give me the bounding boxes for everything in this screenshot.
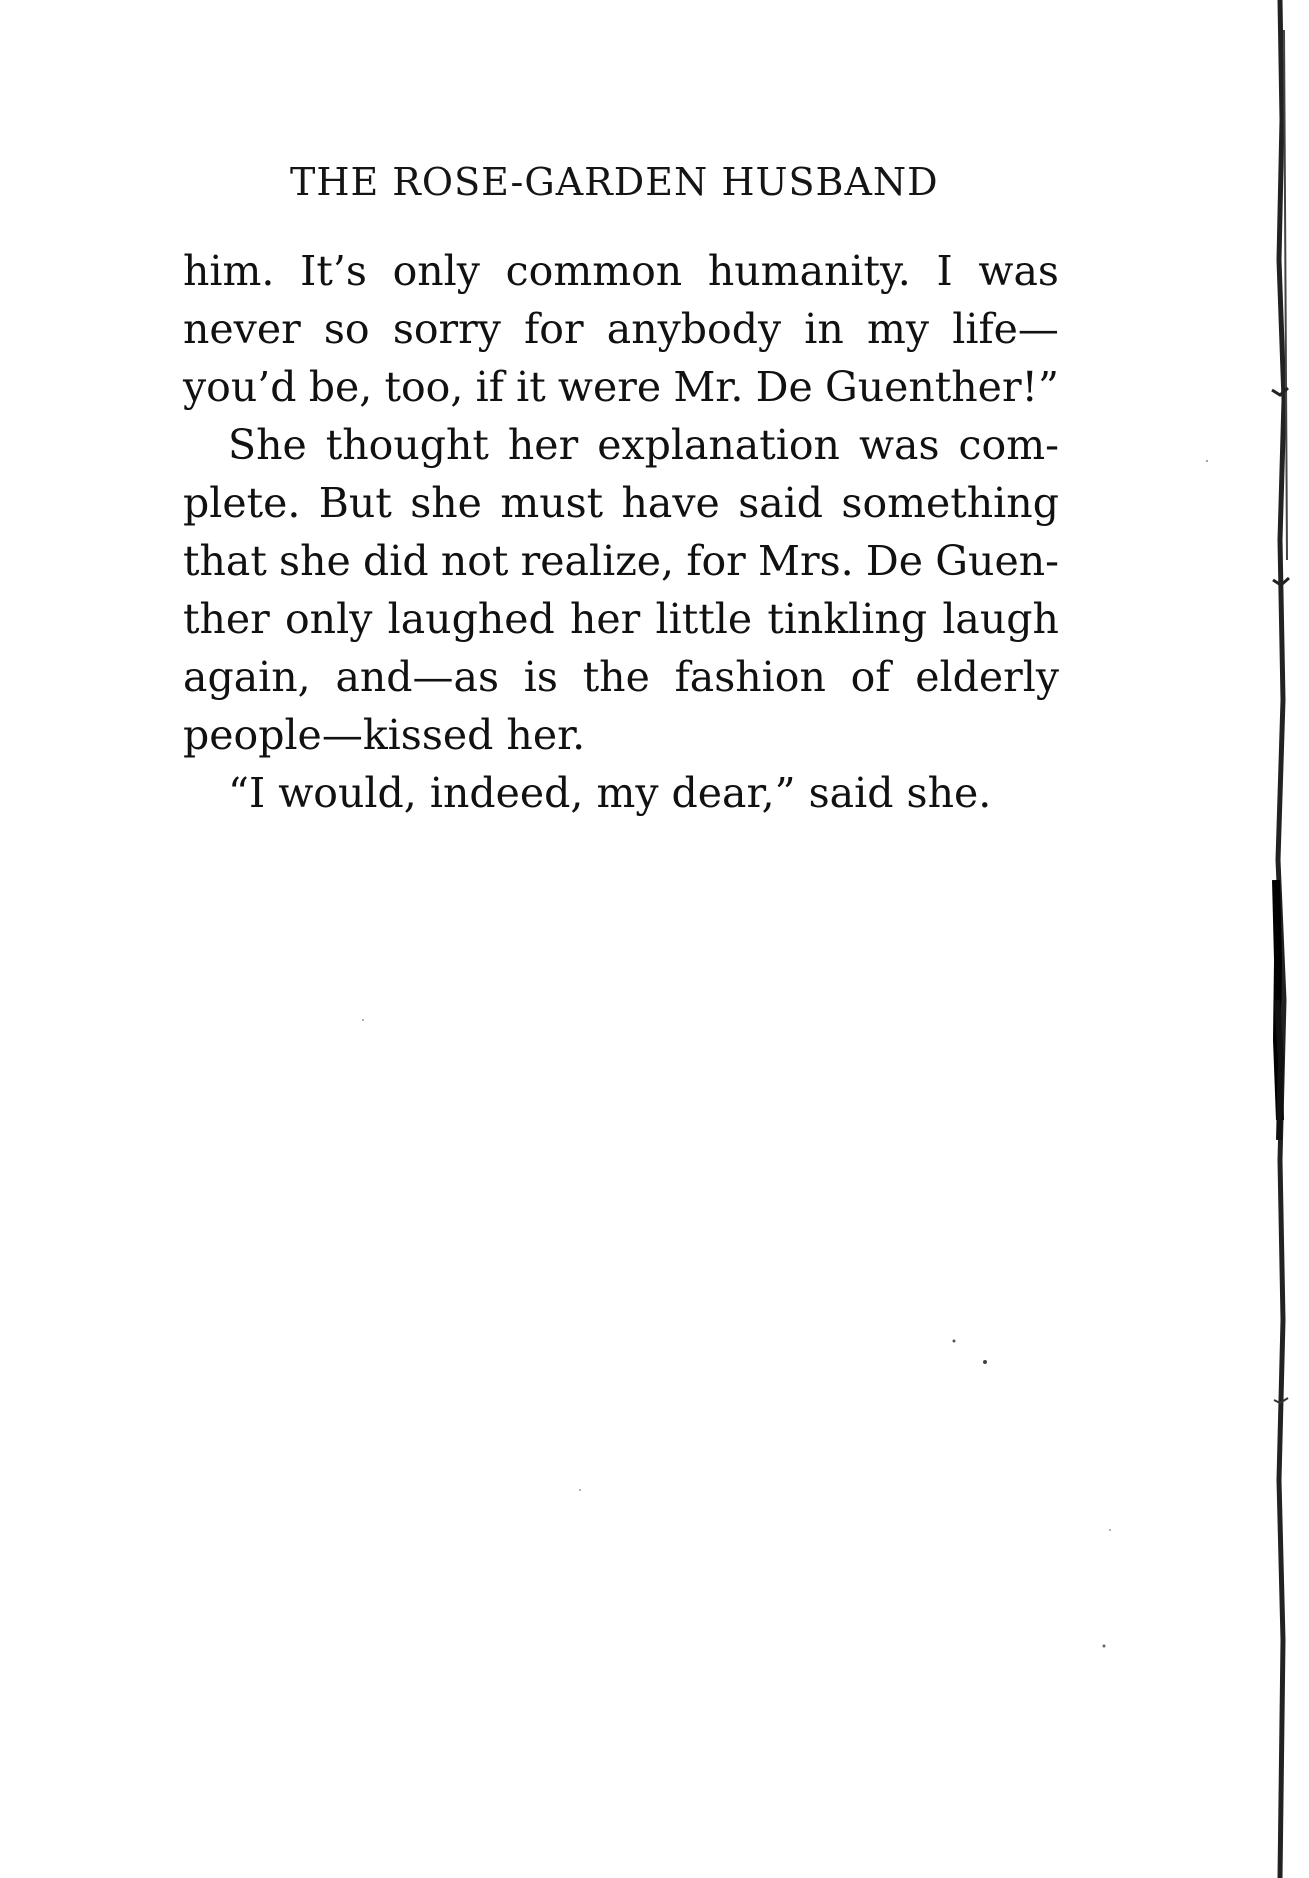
word: her [570, 595, 641, 643]
word: She [228, 421, 307, 469]
word: elderly [915, 653, 1059, 701]
word: not [440, 537, 509, 585]
word: was [858, 421, 940, 469]
text-line [183, 474, 1059, 532]
word: I [936, 247, 953, 295]
word: explanation [597, 421, 840, 469]
text-line [183, 242, 1059, 300]
word: Mr. [673, 363, 744, 411]
word: were [557, 363, 662, 411]
word: Guen- [935, 537, 1059, 585]
word: of [850, 653, 891, 701]
word: it [516, 363, 546, 411]
word: she. [906, 769, 992, 817]
word: tinkling [767, 595, 928, 643]
word: that [183, 537, 267, 585]
word: have [621, 479, 720, 527]
word: indeed, [429, 769, 584, 817]
word: her [507, 421, 579, 469]
word: common [505, 247, 683, 295]
binding-edge [1268, 0, 1296, 1878]
word: realize, [520, 537, 675, 585]
text-line [183, 358, 1059, 416]
word: fashion [674, 653, 826, 701]
word: was [978, 247, 1059, 295]
word: for [686, 537, 746, 585]
word: com- [958, 421, 1059, 469]
word: something [841, 479, 1059, 527]
word: little [655, 595, 753, 643]
word: is [523, 653, 558, 701]
word: so [323, 305, 370, 353]
word: “I [228, 769, 266, 817]
word: But [318, 479, 392, 527]
word: plete. [183, 479, 301, 527]
word: ther [183, 595, 270, 643]
word: her. [506, 711, 586, 759]
word: Mrs. [758, 537, 854, 585]
word: De [755, 363, 813, 411]
word: she [279, 537, 351, 585]
word: my [596, 769, 659, 817]
word: must [500, 479, 604, 527]
text-line [183, 706, 1059, 764]
text-line [183, 590, 1059, 648]
word: thought [325, 421, 489, 469]
word: people—kissed [183, 711, 494, 759]
word: for [524, 305, 584, 353]
word: life— [952, 305, 1059, 353]
word: said [808, 769, 894, 817]
text-line [183, 300, 1059, 358]
word: only [285, 595, 373, 643]
word: said [738, 479, 824, 527]
word: laugh [942, 595, 1059, 643]
word: you’d [183, 363, 297, 411]
word: she [410, 479, 482, 527]
word: would, [278, 769, 417, 817]
word: humanity. [707, 247, 911, 295]
text-line [183, 764, 1059, 822]
word: again, [183, 653, 311, 701]
word: Guenther!” [824, 363, 1059, 411]
word: sorry [392, 305, 501, 353]
word: and—as [335, 653, 500, 701]
word: did [363, 537, 429, 585]
text-line [183, 532, 1059, 590]
word: my [867, 305, 930, 353]
word: if [475, 363, 504, 411]
word: De [865, 537, 924, 585]
word: the [582, 653, 650, 701]
word: in [804, 305, 844, 353]
text-line [183, 416, 1059, 474]
word: him. [183, 247, 275, 295]
word: dear,” [671, 769, 796, 817]
word: It’s [300, 247, 367, 295]
running-head: THE ROSE-GARDEN HUSBAND [290, 160, 939, 204]
body-text [183, 242, 1059, 822]
word: laughed [387, 595, 555, 643]
word: never [183, 305, 301, 353]
word: anybody [606, 305, 782, 353]
text-line [183, 648, 1059, 706]
word: be, [308, 363, 373, 411]
word: too, [384, 363, 464, 411]
word: only [392, 247, 480, 295]
